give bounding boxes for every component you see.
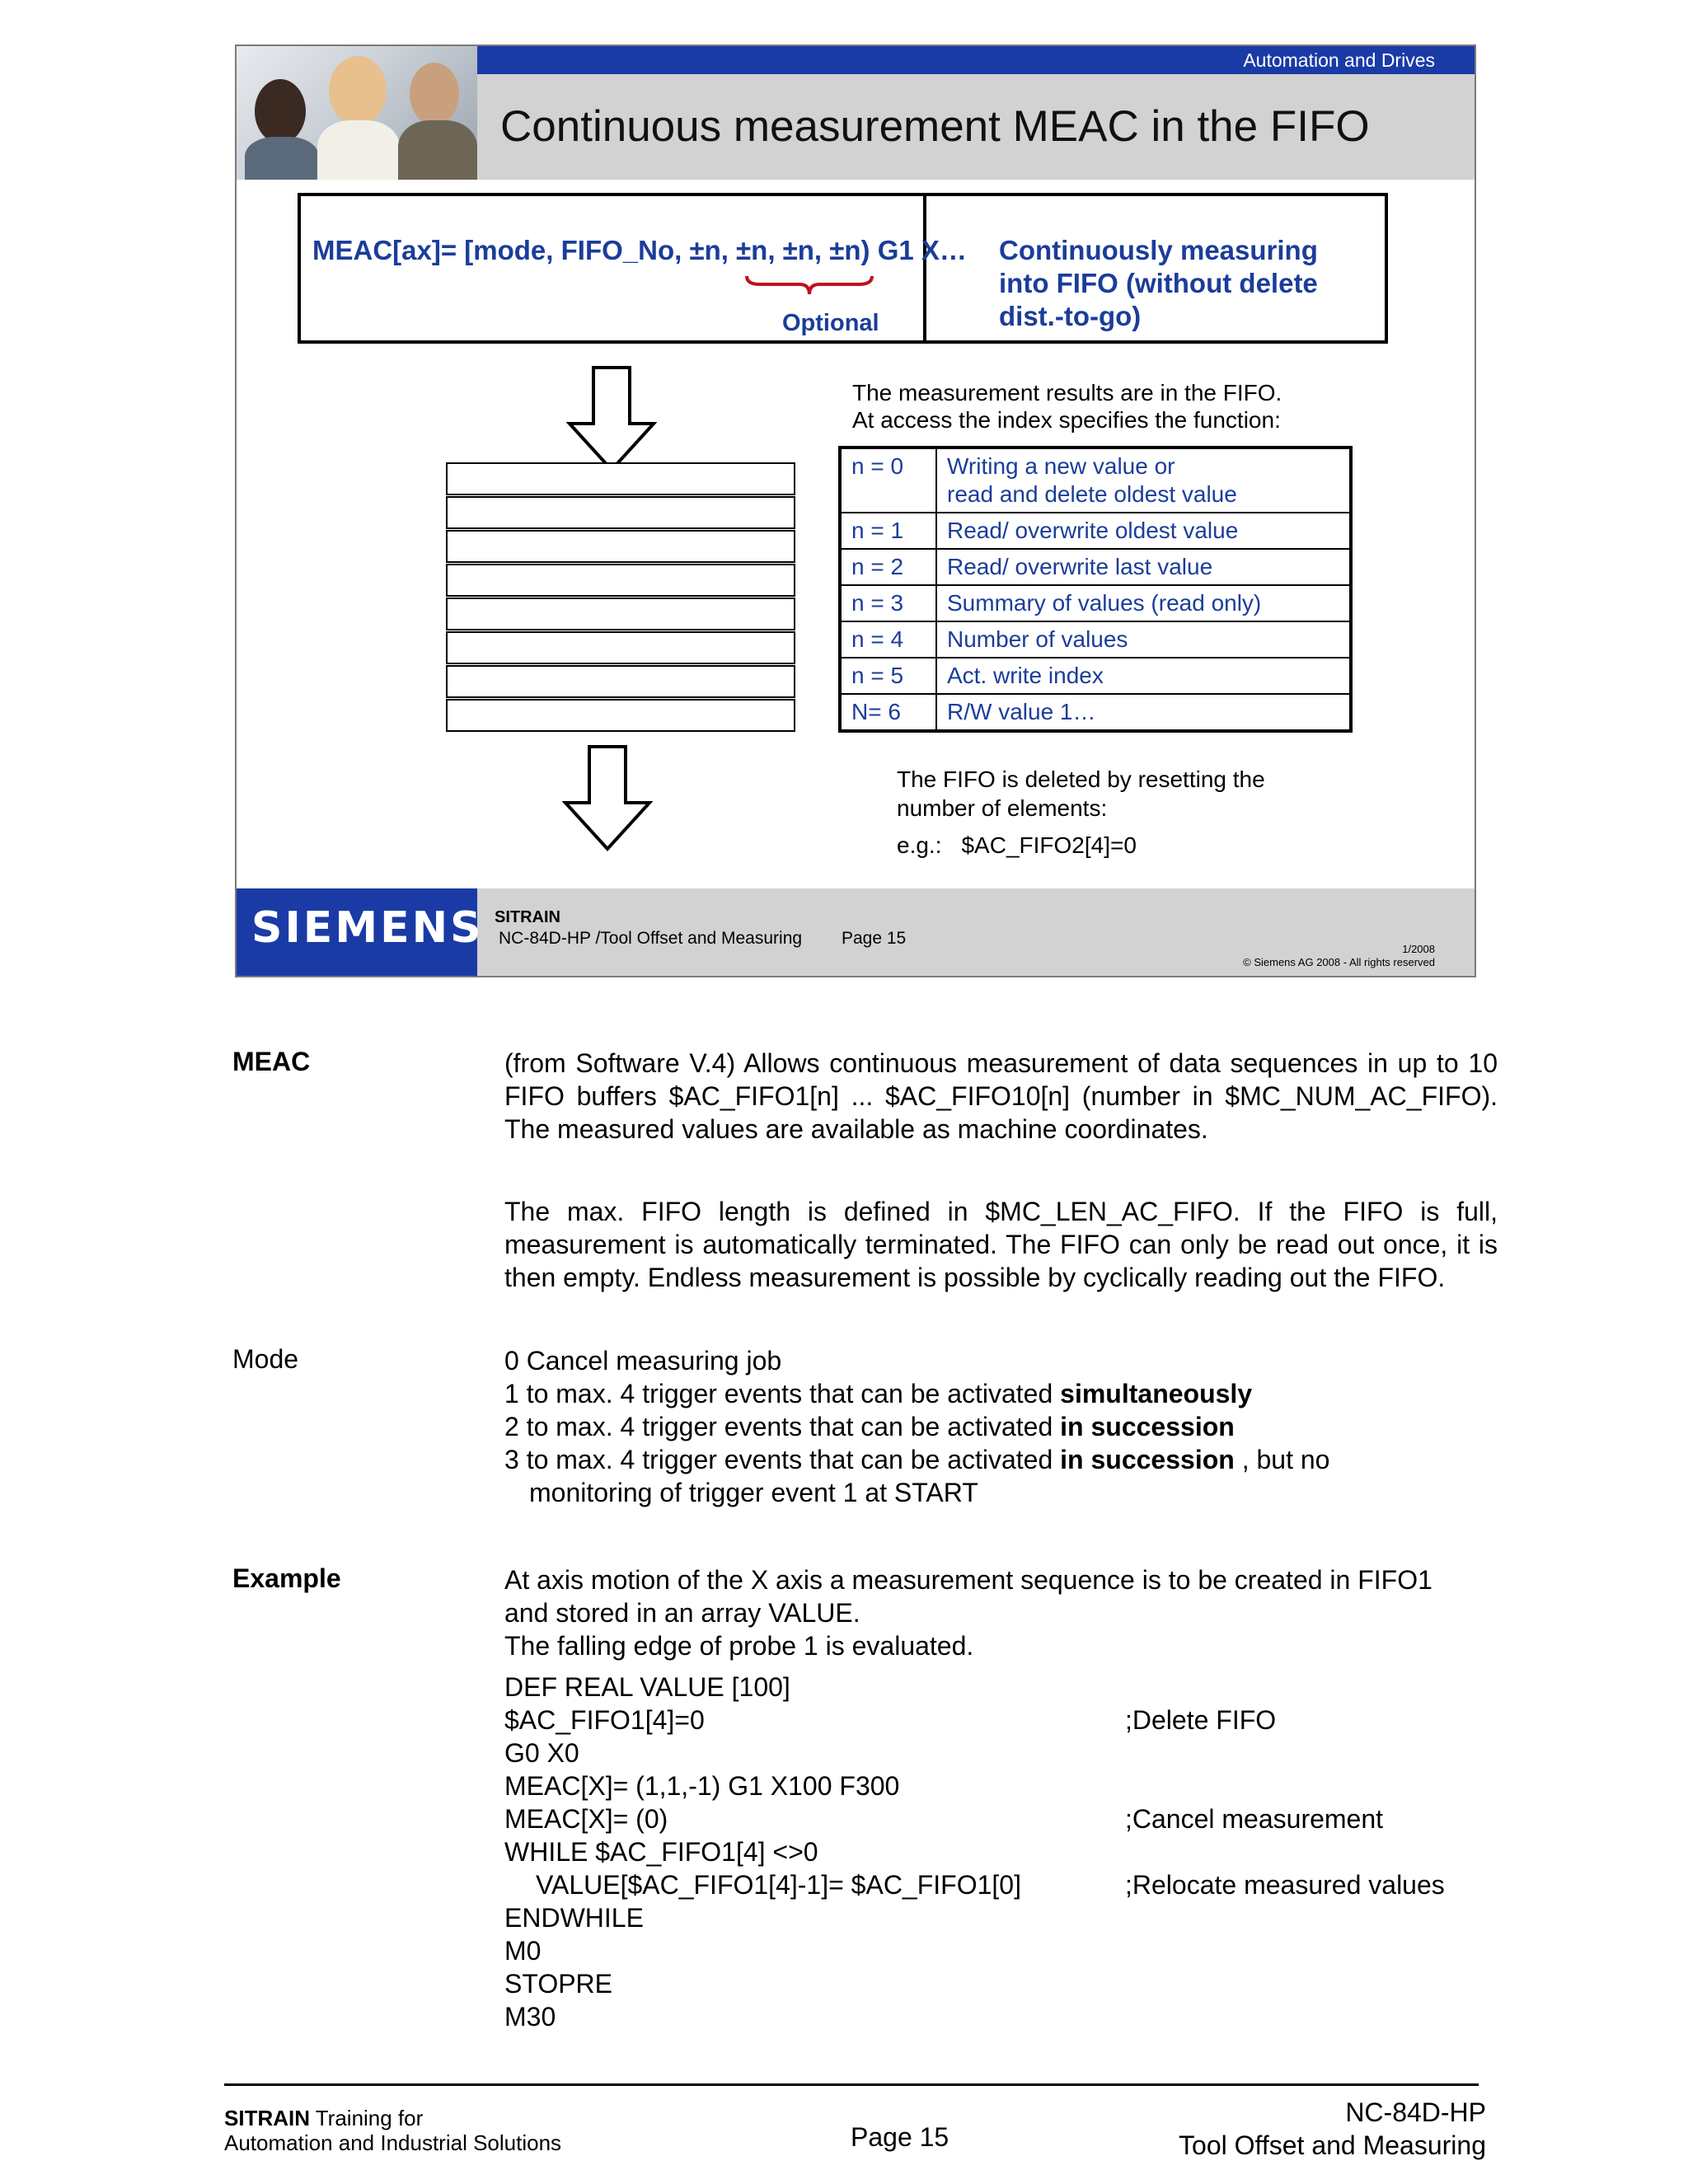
code-line: MEAC[X]= (0)	[504, 1804, 668, 1834]
mode-emphasis: in succession	[1060, 1412, 1235, 1441]
mode-emphasis: in succession	[1060, 1445, 1235, 1474]
meac-syntax: MEAC[ax]= [mode, FIFO_No, ±n, ±n, ±n, ±n) G1 X…	[312, 235, 967, 265]
results-note	[852, 379, 1282, 434]
code-line: STOPRE	[504, 1969, 612, 1999]
index-cell: n = 1	[840, 513, 936, 549]
fifo-cell	[446, 530, 795, 563]
mode-text: 2 to max. 4 trigger events that can be activated	[504, 1412, 1061, 1441]
footer-copyright: © Siemens AG 2008 - All rights reserved	[1243, 956, 1435, 968]
function-line: read and delete oldest value	[947, 481, 1237, 507]
footer-training	[224, 2106, 423, 2131]
footer-page: Page 15	[842, 929, 907, 948]
mode-text: 3 to max. 4 trigger events that can be activated	[504, 1445, 1061, 1474]
table-row	[840, 585, 1351, 621]
fifo-cell	[446, 665, 795, 698]
table-row	[840, 621, 1351, 658]
code-comment: ;Relocate measured values	[1125, 1870, 1445, 1900]
example-text: At axis motion of the X axis a measurement sequence is to be created in FIFO1	[504, 1565, 1432, 1595]
function-cell: Read/ overwrite last value	[936, 549, 1351, 585]
results-line: At access the index specifies the function:	[852, 407, 1281, 433]
index-cell: n = 5	[840, 658, 936, 694]
code-line: G0 X0	[504, 1738, 579, 1768]
mode-item: 0 Cancel measuring job	[504, 1346, 782, 1376]
code-comment: ;Cancel measurement	[1125, 1804, 1384, 1834]
example-text: and stored in an array VALUE.	[504, 1598, 860, 1628]
reset-example	[897, 832, 1137, 859]
meac-paragraph: The max. FIFO length is defined in $MC_LEN_AC_FIFO. If the FIFO is full, measurement is automatically terminated. The FIFO can only be read out once, it is then empty. Endless measurement is possible by cyclically reading out the FIFO.	[504, 1197, 1498, 1292]
mode-text: 1 to max. 4 trigger events that can be activated	[504, 1379, 1061, 1408]
fifo-cell	[446, 462, 795, 495]
function-line: Writing a new value or	[947, 453, 1175, 479]
index-cell: n = 4	[840, 621, 936, 658]
footer-sitrain-brand: SITRAIN	[224, 2106, 310, 2130]
code-line: M0	[504, 1936, 542, 1966]
table-row	[840, 658, 1351, 694]
footer-sitrain: SITRAIN	[495, 908, 560, 926]
reset-line: number of elements:	[897, 795, 1108, 821]
function-cell: Act. write index	[936, 658, 1351, 694]
example-prefix: e.g.:	[897, 832, 942, 858]
code-line: MEAC[X]= (1,1,-1) G1 X100 F300	[504, 1771, 900, 1801]
description-line: into FIFO (without delete	[999, 268, 1318, 298]
fifo-cell	[446, 631, 795, 664]
siemens-logo: SIEMENS	[251, 903, 484, 953]
arrow-down-icon	[562, 745, 653, 852]
course-name: Tool Offset and Measuring	[1179, 2130, 1486, 2160]
footer-date: 1/2008	[1402, 943, 1435, 955]
mode-emphasis: simultaneously	[1060, 1379, 1253, 1408]
function-cell	[936, 448, 1351, 513]
mode-text: , but no	[1234, 1445, 1330, 1474]
brand-tagline: Automation and Drives	[1243, 49, 1435, 71]
table-row	[840, 448, 1351, 513]
mode-item: monitoring of trigger event 1 at START	[529, 1478, 978, 1507]
index-cell: n = 3	[840, 585, 936, 621]
code-line: $AC_FIFO1[4]=0	[504, 1705, 705, 1735]
syntax-divider	[923, 193, 926, 344]
reset-note	[897, 765, 1265, 823]
function-cell: R/W value 1…	[936, 694, 1351, 731]
reset-line: The FIFO is deleted by resetting the	[897, 766, 1265, 792]
footer-divider	[224, 2083, 1479, 2086]
description-line: Continuously measuring	[999, 235, 1318, 265]
meac-paragraph: (from Software V.4) Allows continuous measurement of data sequences in up to 10 FIFO buffers $AC_FIFO1[n] ... $AC_FIFO10[n] (number in $MC_NUM_AC_FIFO). The measured values are available as machine coordinates.	[504, 1048, 1498, 1144]
fifo-cell	[446, 496, 795, 529]
slide-title: Continuous measurement MEAC in the FIFO	[500, 102, 1370, 151]
code-line: WHILE $AC_FIFO1[4] <>0	[504, 1837, 818, 1867]
mode-item	[504, 1443, 1329, 1476]
fifo-cell	[446, 564, 795, 597]
function-cell: Summary of values (read only)	[936, 585, 1351, 621]
code-comment: ;Delete FIFO	[1125, 1705, 1277, 1735]
description-line: dist.-to-go)	[999, 301, 1142, 331]
code-line: ENDWHILE	[504, 1903, 644, 1933]
optional-brace	[743, 273, 875, 298]
footer-course: NC-84D-HP /Tool Offset and Measuring	[499, 929, 803, 948]
optional-label: Optional	[782, 310, 879, 336]
results-line: The measurement results are in the FIFO.	[852, 380, 1282, 405]
fifo-cell	[446, 699, 795, 732]
index-cell: N= 6	[840, 694, 936, 731]
course-code: NC-84D-HP	[1345, 2097, 1486, 2127]
example-text: The falling edge of probe 1 is evaluated.	[504, 1631, 974, 1661]
slide-frame	[235, 45, 1476, 977]
meac-description	[999, 234, 1318, 333]
mode-item	[504, 1377, 1252, 1410]
footer-training-for: Training for	[310, 2106, 424, 2130]
code-line: DEF REAL VALUE [100]	[504, 1672, 790, 1702]
fifo-cell	[446, 598, 795, 630]
mode-label: Mode	[232, 1344, 299, 1374]
people-photo	[237, 46, 477, 180]
function-cell: Read/ overwrite oldest value	[936, 513, 1351, 549]
arrow-down-icon	[566, 366, 657, 473]
footer-solutions: Automation and Industrial Solutions	[224, 2130, 562, 2155]
example-label: Example	[232, 1563, 341, 1593]
page-number: Page 15	[851, 2122, 950, 2152]
table-row	[840, 694, 1351, 731]
example-code: $AC_FIFO2[4]=0	[961, 832, 1137, 858]
brand-bar	[477, 46, 1475, 74]
mode-item	[504, 1410, 1235, 1443]
meac-label: MEAC	[232, 1047, 311, 1076]
code-line: M30	[504, 2002, 556, 2032]
index-function-table	[838, 446, 1353, 733]
table-row	[840, 549, 1351, 585]
index-cell: n = 0	[840, 448, 936, 513]
function-cell: Number of values	[936, 621, 1351, 658]
table-row	[840, 513, 1351, 549]
code-line: VALUE[$AC_FIFO1[4]-1]= $AC_FIFO1[0]	[536, 1870, 1021, 1900]
fifo-stack	[446, 462, 795, 743]
index-cell: n = 2	[840, 549, 936, 585]
